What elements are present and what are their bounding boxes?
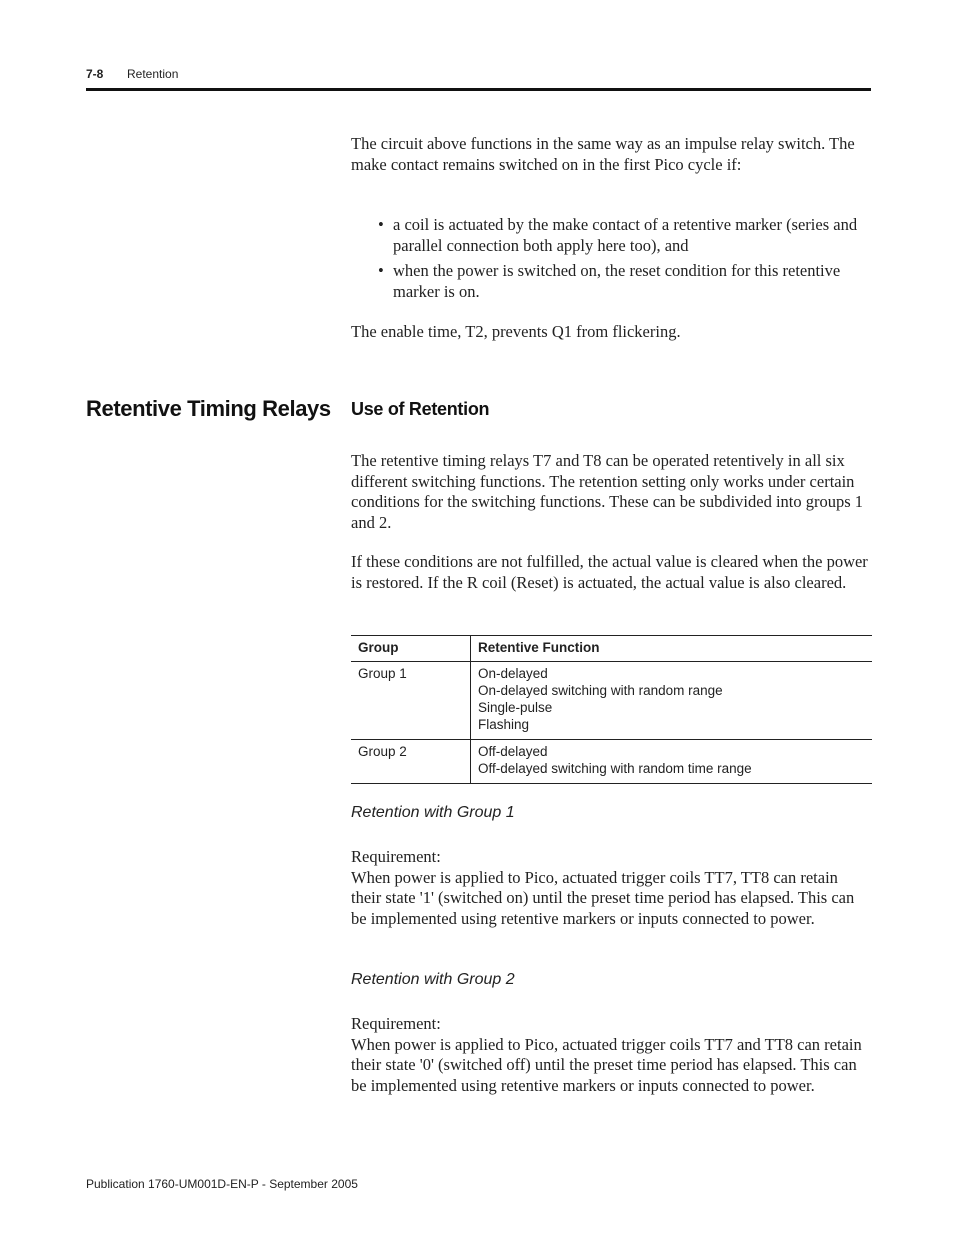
group-cell: Group 2 (351, 740, 471, 784)
bullet-dot: • (378, 215, 384, 234)
header-rule (86, 88, 871, 91)
column-header-function: Retentive Function (471, 636, 873, 662)
group1-requirement (351, 847, 871, 929)
function-cell (471, 662, 873, 740)
running-header-section: Retention (127, 67, 179, 81)
table-header-row (351, 636, 872, 662)
bullet-text: when the power is switched on, the reset condition for this retentive marker is on. (393, 261, 841, 301)
table-row (351, 662, 872, 740)
sub-heading: Use of Retention (351, 399, 490, 419)
retention-paragraph-1: The retentive timing relays T7 and T8 can be operated retentively in all six different switching functions. The retention setting only works under certain conditions for the switching functions. These can be subdivided into groups 1 and 2. (351, 451, 864, 532)
group-cell: Group 1 (351, 662, 471, 740)
retentive-function-table (351, 635, 872, 784)
publication-footer: Publication 1760-UM001D-EN-P - September 2005 (86, 1177, 358, 1191)
group2-requirement (351, 1014, 871, 1096)
bullet-text: a coil is actuated by the make contact of a retentive marker (series and parallel connection both apply here too), and (393, 215, 858, 255)
function-item: Off-delayed (478, 744, 548, 759)
function-item: Flashing (478, 717, 530, 732)
group1-caption: Retention with Group 1 (351, 804, 515, 821)
table-row (351, 740, 872, 784)
function-item: On-delayed (478, 666, 548, 681)
function-item: On-delayed switching with random range (478, 683, 723, 698)
list-item (378, 261, 863, 302)
requirement-label: Requirement: (351, 1014, 441, 1033)
function-item: Single-pulse (478, 700, 553, 715)
function-item: Off-delayed switching with random time range (478, 761, 752, 776)
requirement-text: When power is applied to Pico, actuated trigger coils TT7 and TT8 can retain their state '0' (switched off) until the preset time period has elapsed. This can be implemented using retentive markers or inputs connected to power. (351, 1034, 862, 1095)
function-cell (471, 740, 873, 784)
requirement-label: Requirement: (351, 847, 441, 866)
bullet-dot: • (378, 261, 384, 280)
section-heading: Retentive Timing Relays (86, 396, 331, 421)
page-number: 7-8 (86, 67, 104, 81)
closing-paragraph: The enable time, T2, prevents Q1 from flickering. (351, 322, 681, 341)
retention-paragraph-2: If these conditions are not fulfilled, the actual value is cleared when the power is restored. If the R coil (Reset) is actuated, the actual value is also cleared. (351, 552, 868, 592)
intro-paragraph: The circuit above functions in the same way as an impulse relay switch. The make contact remains switched on in the first Pico cycle if: (351, 134, 855, 174)
requirement-text: When power is applied to Pico, actuated trigger coils TT7, TT8 can retain their state '1' (switched on) until the preset time period has elapsed. This can be implemented using retentive markers or inputs connected to power. (351, 867, 855, 928)
group2-caption: Retention with Group 2 (351, 971, 515, 988)
list-item (378, 215, 863, 256)
column-header-group: Group (351, 636, 471, 662)
